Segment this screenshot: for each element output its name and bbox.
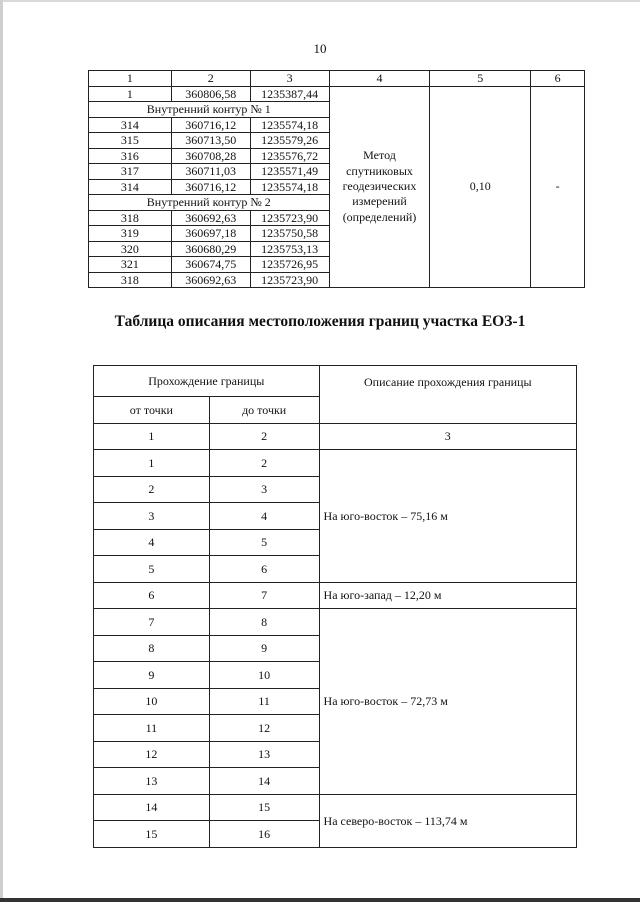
to-point: 2 [209, 450, 319, 477]
coordinate-y: 1235576,72 [250, 148, 329, 164]
to-point: 6 [209, 556, 319, 583]
from-point: 12 [94, 741, 210, 768]
from-point: 6 [94, 582, 210, 609]
boundary-description: На юго-восток – 72,73 м [319, 609, 576, 795]
table-row [89, 86, 585, 102]
point-number: 315 [89, 133, 172, 149]
to-point: 7 [209, 582, 319, 609]
from-point: 15 [94, 821, 210, 848]
to-point: 8 [209, 609, 319, 636]
column-index: 3 [319, 423, 576, 450]
contour-label: Внутренний контур № 1 [89, 102, 330, 118]
coordinate-y: 1235726,95 [250, 257, 329, 273]
table-header-row [89, 71, 585, 87]
to-point: 13 [209, 741, 319, 768]
method-line: геодезических [342, 179, 417, 194]
coordinate-y: 1235723,90 [250, 210, 329, 226]
column-index: 2 [209, 423, 319, 450]
coordinates-table [88, 70, 585, 288]
point-number: 317 [89, 164, 172, 180]
boundary-description: На северо-восток – 113,74 м [319, 794, 576, 847]
coordinate-y: 1235753,13 [250, 241, 329, 257]
point-number: 318 [89, 272, 172, 288]
column-header: 1 [89, 71, 172, 87]
from-point: 8 [94, 635, 210, 662]
from-point: 1 [94, 450, 210, 477]
to-point-header: до точки [209, 397, 319, 424]
method-line: спутниковых [346, 163, 413, 178]
description-header: Описание прохождения границы [319, 366, 576, 424]
scan-edge-bottom [0, 898, 640, 902]
point-number: 314 [89, 179, 172, 195]
from-point: 3 [94, 503, 210, 530]
accuracy-cell: 0,10 [430, 86, 531, 288]
from-point: 5 [94, 556, 210, 583]
coordinate-y: 1235750,58 [250, 226, 329, 242]
method-cell [329, 86, 430, 288]
method-line: (определений) [342, 209, 417, 224]
table-row [94, 450, 577, 477]
table-row [94, 582, 577, 609]
coordinate-x: 360806,58 [171, 86, 250, 102]
coordinate-x: 360674,75 [171, 257, 250, 273]
column-header: 6 [531, 71, 585, 87]
column-header: 3 [250, 71, 329, 87]
coordinate-x: 360713,50 [171, 133, 250, 149]
from-point: 2 [94, 476, 210, 503]
point-number: 1 [89, 86, 172, 102]
passage-header: Прохождение границы [94, 366, 320, 397]
to-point: 16 [209, 821, 319, 848]
to-point: 4 [209, 503, 319, 530]
column-index-row [94, 423, 577, 450]
from-point: 7 [94, 609, 210, 636]
coordinate-y: 1235574,18 [250, 117, 329, 133]
point-number: 320 [89, 241, 172, 257]
to-point: 11 [209, 688, 319, 715]
column-6-cell: - [531, 86, 585, 288]
page-number: 10 [313, 41, 327, 56]
coordinate-x: 360711,03 [171, 164, 250, 180]
coordinate-y: 1235579,26 [250, 133, 329, 149]
point-number: 318 [89, 210, 172, 226]
from-point: 13 [94, 768, 210, 795]
table-row [94, 609, 577, 636]
to-point: 10 [209, 662, 319, 689]
coordinate-x: 360716,12 [171, 117, 250, 133]
from-point-header: от точки [94, 397, 210, 424]
point-number: 314 [89, 117, 172, 133]
table-title: Таблица описания местоположения границ участка ЕОЗ-1 [114, 313, 526, 330]
to-point: 5 [209, 529, 319, 556]
boundary-description: На юго-восток – 75,16 м [319, 450, 576, 583]
to-point: 14 [209, 768, 319, 795]
from-point: 11 [94, 715, 210, 742]
method-line: Метод [363, 148, 396, 163]
point-number: 316 [89, 148, 172, 164]
from-point: 14 [94, 794, 210, 821]
coordinate-y: 1235723,90 [250, 272, 329, 288]
coordinate-y: 1235571,49 [250, 164, 329, 180]
scan-edge-top [0, 0, 640, 2]
column-index: 1 [94, 423, 210, 450]
table-row [94, 794, 577, 821]
method-line: измерений [352, 194, 407, 209]
column-header: 2 [171, 71, 250, 87]
point-number: 321 [89, 257, 172, 273]
coordinate-y: 1235574,18 [250, 179, 329, 195]
column-header: 4 [329, 71, 430, 87]
from-point: 4 [94, 529, 210, 556]
to-point: 3 [209, 476, 319, 503]
coordinate-x: 360708,28 [171, 148, 250, 164]
boundary-description-table [93, 365, 577, 848]
boundary-description: На юго-запад – 12,20 м [319, 582, 576, 609]
coordinate-x: 360716,12 [171, 179, 250, 195]
coordinate-x: 360697,18 [171, 226, 250, 242]
contour-label: Внутренний контур № 2 [89, 195, 330, 211]
coordinate-x: 360680,29 [171, 241, 250, 257]
table-header-row [94, 366, 577, 397]
to-point: 15 [209, 794, 319, 821]
coordinate-y: 1235387,44 [250, 86, 329, 102]
to-point: 12 [209, 715, 319, 742]
coordinate-x: 360692,63 [171, 272, 250, 288]
scan-edge-left [0, 0, 3, 902]
from-point: 9 [94, 662, 210, 689]
point-number: 319 [89, 226, 172, 242]
coordinate-x: 360692,63 [171, 210, 250, 226]
to-point: 9 [209, 635, 319, 662]
from-point: 10 [94, 688, 210, 715]
column-header: 5 [430, 71, 531, 87]
